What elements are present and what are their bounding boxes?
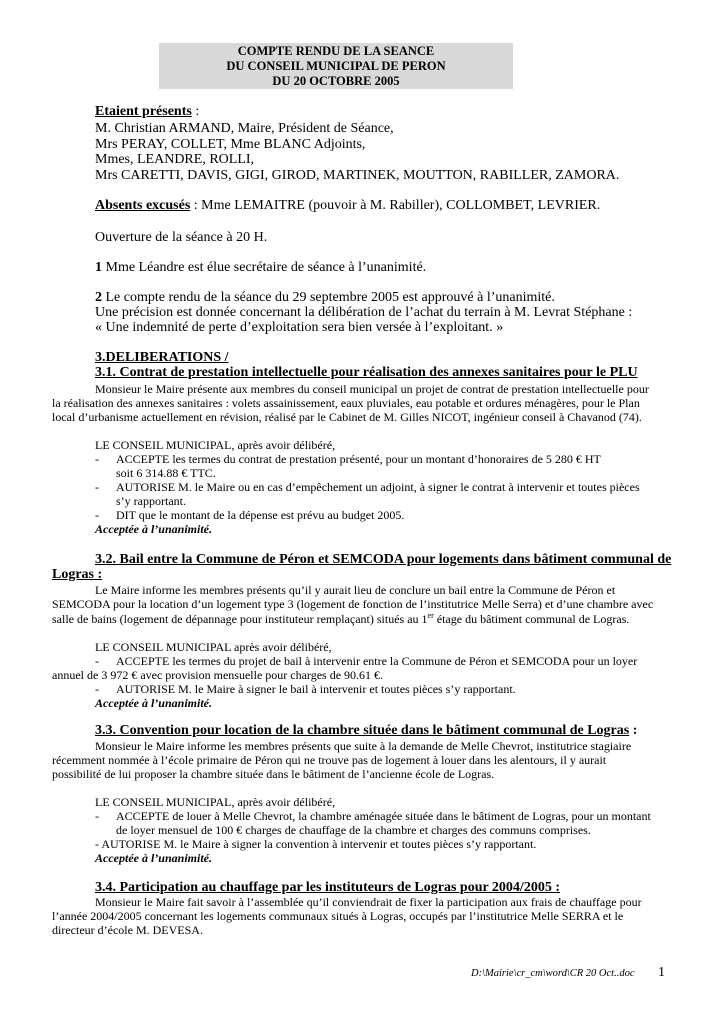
deliberations-heading: 3.DELIBERATIONS /	[95, 350, 229, 365]
page-number: 1	[658, 965, 665, 980]
section-3-1-title: 3.1. Contrat de prestation intellectuelle pour réalisation des annexes sanitaires pour le PLU	[95, 365, 638, 380]
section-3-4-body-2: l’année 2004/2005 concernant les logements communaux situés à Logras, occupés par l’institutrice Melle SERRA et le	[52, 909, 624, 923]
section-3-2-item-1: ACCEPTE les termes du projet de bail à intervenir entre la Commune de Péron et SEMCODA pour un loyer	[116, 654, 638, 668]
section-3-3-body-3: possibilité de lui proposer la chambre située dans le bâtiment de l’ancienne école de Logras.	[52, 767, 495, 781]
section-3-3-item-2: - AUTORISE M. le Maire à signer la convention à intervenir et toutes pièces s’y rapportant.	[95, 837, 537, 851]
bullet-dash: -	[95, 809, 99, 823]
section-3-3-body-2: récemment nommée à l’école primaire de Péron qui ne trouve pas de logement à louer dans les alentours, il y aurait	[52, 753, 607, 767]
section-3-2-title: 3.2. Bail entre la Commune de Péron et SEMCODA pour logements dans bâtiment communal de	[95, 552, 672, 567]
footer-file-path: D:\Mairie\cr_cm\word\CR 20 Oct..doc	[471, 968, 635, 979]
section-3-2-body-1: Le Maire informe les membres présents qu’il y aurait lieu de conclure un bail entre la Commune de Péron et	[95, 583, 616, 597]
presents-line-4: Mrs CARETTI, DAVIS, GIGI, GIROD, MARTINEK, MOUTTON, RABILLER, ZAMORA.	[95, 168, 620, 183]
title-line-3: DU 20 OCTOBRE 2005	[272, 74, 400, 88]
section-3-2-item-1b: annuel de 3 972 € avec provision mensuelle pour charges de 90.61 €.	[52, 668, 384, 682]
section-3-1-item-2b: s’y rapportant.	[116, 494, 186, 508]
section-3-4-title: 3.4. Participation au chauffage par les instituteurs de Logras pour 2004/2005 :	[95, 880, 560, 895]
section-3-1-item-1: ACCEPTE les termes du contrat de prestation présenté, pour un montant d’honoraires de 5 280 € HT	[116, 452, 601, 466]
section-3-2-item-2: AUTORISE M. le Maire à signer le bail à intervenir et toutes pièces s’y rapportant.	[116, 682, 516, 696]
presents-line-2: Mrs PERAY, COLLET, Mme BLANC Adjoints,	[95, 137, 366, 152]
section-3-1-item-3: DIT que le montant de la dépense est prévu au budget 2005.	[116, 508, 405, 522]
bullet-dash: -	[95, 654, 99, 668]
section-3-1-item-2: AUTORISE M. le Maire ou en cas d’empêchement un adjoint, à signer le contrat à intervenir et toutes pièces	[116, 480, 640, 494]
section-3-4-body-3: directeur d’école M. DEVESA.	[52, 923, 203, 937]
bullet-dash: -	[95, 508, 99, 522]
section-3-2-title-cont: Logras :	[52, 567, 103, 582]
section-3-2-body-2: SEMCODA pour la location d’un logement type 3 (logement de fonction de l’institutrice Melle Serra) et d’une chambre avec	[52, 597, 654, 611]
presents-heading: Etaient présents :	[95, 104, 200, 119]
item-2-line-1: 2 Le compte rendu de la séance du 29 septembre 2005 est approuvé à l’unanimité.	[95, 290, 555, 305]
section-3-2-accepted: Acceptée à l’unanimité.	[95, 696, 212, 710]
section-3-4-body-1: Monsieur le Maire fait savoir à l’assemblée qu’il conviendrait de fixer la participation aux frais de chauffage pour	[95, 895, 642, 909]
item-2-line-2: Une précision est donnée concernant la délibération de l’achat du terrain à M. Levrat Stéphane :	[95, 305, 633, 320]
section-3-3-title: 3.3. Convention pour location de la chambre située dans le bâtiment communal de Logras :	[95, 723, 638, 738]
section-3-2-body-3: salle de bains (logement de dépannage pour instituteur remplaçant) situés au 1er étage du bâtiment communal de Logras.	[52, 611, 630, 626]
title-line-2: DU CONSEIL MUNICIPAL DE PERON	[226, 59, 446, 73]
absents-line: Absents excusés : Mme LEMAITRE (pouvoir à M. Rabiller), COLLOMBET, LEVRIER.	[95, 198, 601, 213]
section-3-3-accepted: Acceptée à l’unanimité.	[95, 851, 212, 865]
item-1: 1 Mme Léandre est élue secrétaire de séance à l’unanimité.	[95, 260, 427, 275]
section-3-1-body-3: local d’urbanisme actuellement en révision, réalisé par le Cabinet de M. Gilles NICOT, ingénieur conseil à Chavanod (74).	[52, 410, 642, 424]
section-3-1-body-1: Monsieur le Maire présente aux membres du conseil municipal un projet de contrat de prestation intellectuelle pour	[95, 382, 649, 396]
section-3-1-accepted: Acceptée à l’unanimité.	[95, 522, 212, 536]
bullet-dash: -	[95, 452, 99, 466]
section-3-3-item-1b: de loyer mensuel de 100 € charges de chauffage de la chambre et charges des communs comprises.	[116, 823, 591, 837]
section-3-2-conseil: LE CONSEIL MUNICIPAL après avoir délibéré,	[95, 640, 332, 654]
section-3-1-conseil: LE CONSEIL MUNICIPAL, après avoir délibéré,	[95, 438, 336, 452]
section-3-1-body-2: la réalisation des annexes sanitaires : volets assainissement, eaux pluviales, eau potable et ordures ménagères, pour le Plan	[52, 396, 640, 410]
ouverture-line: Ouverture de la séance à 20 H.	[95, 230, 268, 245]
item-2-line-3: « Une indemnité de perte d’exploitation sera bien versée à l’exploitant. »	[95, 320, 504, 335]
section-3-3-conseil: LE CONSEIL MUNICIPAL, après avoir délibéré,	[95, 795, 336, 809]
presents-line-3: Mmes, LEANDRE, ROLLI,	[95, 152, 255, 167]
bullet-dash: -	[95, 480, 99, 494]
section-3-1-item-1b: soit 6 314.88 € TTC.	[116, 466, 216, 480]
title-line-1: COMPTE RENDU DE LA SEANCE	[237, 44, 435, 58]
presents-line-1: M. Christian ARMAND, Maire, Président de Séance,	[95, 121, 394, 136]
document-title-box	[159, 43, 513, 89]
section-3-3-body-1: Monsieur le Maire informe les membres présents que suite à la demande de Melle Chevrot, institutrice stagiaire	[95, 739, 632, 753]
section-3-3-item-1: ACCEPTE de louer à Melle Chevrot, la chambre aménagée située dans le bâtiment de Logras, pour un montant	[116, 809, 651, 823]
bullet-dash: -	[95, 682, 99, 696]
